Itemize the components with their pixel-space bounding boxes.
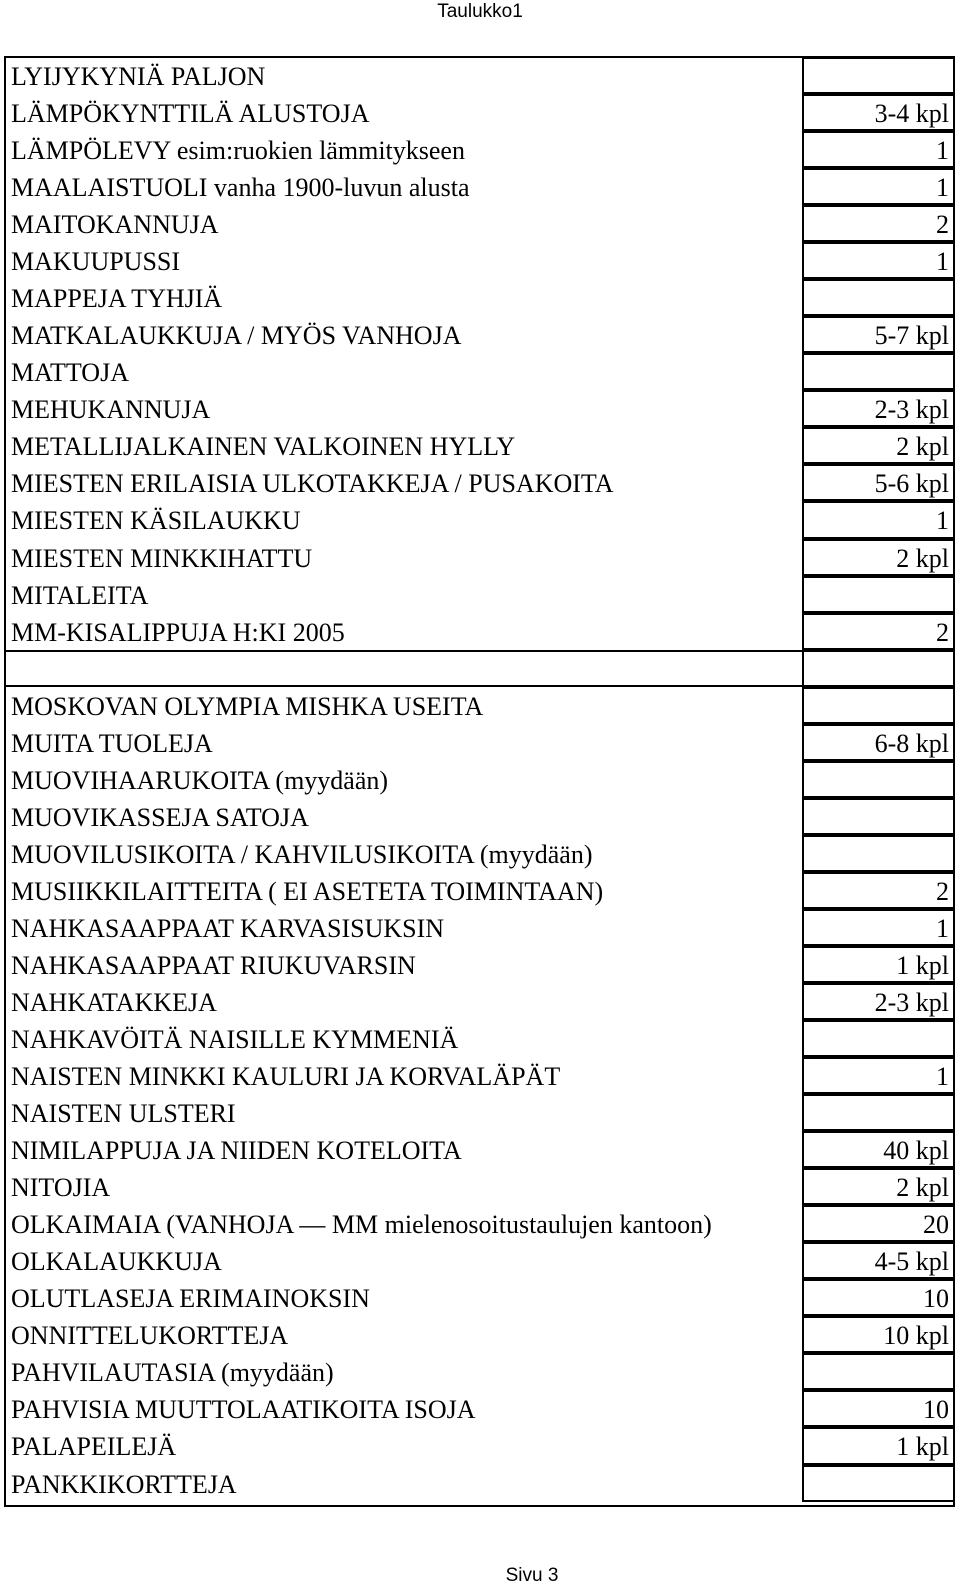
table-row bbox=[6, 1132, 953, 1169]
item-quantity: 1 bbox=[936, 173, 949, 203]
item-quantity: 1 bbox=[936, 506, 949, 536]
table-row bbox=[6, 1021, 953, 1058]
item-name: MUOVILUSIKOITA / KAHVILUSIKOITA (myydään) bbox=[11, 839, 593, 869]
table-row bbox=[6, 577, 953, 614]
item-name: MEHUKANNUJA bbox=[11, 395, 211, 425]
item-quantity: 20 bbox=[923, 1210, 949, 1240]
item-name: MIESTEN KÄSILAUKKU bbox=[11, 506, 301, 536]
item-quantity: 1 bbox=[936, 247, 949, 277]
item-quantity: 1 bbox=[936, 136, 949, 166]
table-row bbox=[6, 58, 953, 95]
item-name: NITOJIA bbox=[11, 1173, 111, 1203]
item-quantity: 2 kpl bbox=[896, 543, 949, 573]
item-quantity: 10 kpl bbox=[883, 1321, 949, 1351]
item-name: MM-KISALIPPUJA H:KI 2005 bbox=[11, 617, 345, 647]
table-row bbox=[6, 725, 953, 762]
table-row bbox=[6, 799, 953, 836]
item-quantity: 4-5 kpl bbox=[874, 1247, 949, 1277]
item-quantity: 5-6 kpl bbox=[874, 469, 949, 499]
item-quantity: 10 bbox=[923, 1284, 949, 1314]
item-name: MAITOKANNUJA bbox=[11, 210, 219, 240]
item-name: MATTOJA bbox=[11, 358, 129, 388]
table-row bbox=[6, 1095, 953, 1132]
item-name: NAHKATAKKEJA bbox=[11, 988, 217, 1017]
item-name: NAHKAVÖITÄ NAISILLE KYMMENIÄ bbox=[11, 1025, 459, 1055]
item-quantity: 40 kpl bbox=[883, 1136, 949, 1166]
item-name: NAHKASAAPPAAT KARVASISUKSIN bbox=[11, 913, 445, 943]
table-row bbox=[6, 280, 953, 317]
table-row bbox=[6, 169, 953, 206]
item-quantity: 10 bbox=[923, 1395, 949, 1425]
item-quantity: 1 kpl bbox=[896, 1432, 949, 1462]
table-row bbox=[6, 354, 953, 391]
item-name: NIMILAPPUJA JA NIIDEN KOTELOITA bbox=[11, 1136, 462, 1166]
item-quantity: 1 kpl bbox=[896, 950, 949, 980]
item-name: MATKALAUKKUJA / MYÖS VANHOJA bbox=[11, 321, 462, 351]
item-name: MAALAISTUOLI vanha 1900-luvun alusta bbox=[11, 173, 470, 203]
item-name: MOSKOVAN OLYMPIA MISHKA USEITA bbox=[11, 691, 484, 721]
item-name: NAISTEN MINKKI KAULURI JA KORVALÄPÄT bbox=[11, 1062, 561, 1092]
item-name: NAHKASAAPPAAT RIUKUVARSIN bbox=[11, 950, 416, 980]
table-row bbox=[6, 984, 953, 1021]
table-row bbox=[6, 132, 953, 169]
table-row bbox=[6, 1058, 953, 1095]
item-quantity: 2 bbox=[936, 876, 949, 906]
item-quantity: 1 bbox=[936, 1062, 949, 1092]
table-row bbox=[6, 1317, 953, 1354]
table-row bbox=[6, 1391, 953, 1428]
table-row bbox=[6, 1428, 953, 1465]
item-name: PALAPEILEJÄ bbox=[11, 1432, 177, 1462]
item-quantity: 6-8 kpl bbox=[874, 728, 949, 758]
table-row bbox=[6, 836, 953, 873]
item-quantity: 3-4 kpl bbox=[874, 99, 949, 129]
table-row bbox=[6, 688, 953, 725]
item-quantity: 2-3 kpl bbox=[874, 395, 949, 425]
item-quantity: 1 bbox=[936, 913, 949, 943]
table-row bbox=[6, 1169, 953, 1206]
item-name: MIESTEN ERILAISIA ULKOTAKKEJA / PUSAKOITA bbox=[11, 469, 614, 499]
table-row bbox=[6, 873, 953, 910]
table-row bbox=[6, 206, 953, 243]
item-name: PAHVILAUTASIA (myydään) bbox=[11, 1358, 334, 1388]
item-name: LYIJYKYNIÄ PALJON bbox=[11, 62, 266, 91]
item-name: MAPPEJA TYHJIÄ bbox=[11, 284, 223, 314]
item-name: PANKKIKORTTEJA bbox=[11, 1469, 237, 1499]
item-quantity: 5-7 kpl bbox=[874, 321, 949, 351]
item-quantity: 2 bbox=[936, 210, 949, 240]
item-name: NAISTEN ULSTERI bbox=[11, 1099, 236, 1129]
item-quantity: 2-3 kpl bbox=[874, 988, 949, 1017]
item-name: MUOVIKASSEJA SATOJA bbox=[11, 802, 309, 832]
item-name: ONNITTELUKORTTEJA bbox=[11, 1321, 289, 1351]
table-row bbox=[6, 762, 953, 799]
item-name: LÄMPÖLEVY esim:ruokien lämmitykseen bbox=[11, 136, 465, 166]
table-row bbox=[6, 1354, 953, 1391]
item-name: OLKALAUKKUJA bbox=[11, 1247, 222, 1277]
item-quantity: 2 kpl bbox=[896, 1173, 949, 1203]
item-quantity: 2 bbox=[936, 617, 949, 647]
table-row bbox=[6, 1206, 953, 1243]
table-row bbox=[6, 317, 953, 354]
table-row bbox=[6, 1466, 953, 1503]
table-row bbox=[6, 1243, 953, 1280]
table-row bbox=[6, 614, 953, 651]
item-name: LÄMPÖKYNTTILÄ ALUSTOJA bbox=[11, 99, 370, 129]
item-name: MAKUUPUSSI bbox=[11, 247, 181, 277]
item-name: MUITA TUOLEJA bbox=[11, 728, 213, 758]
item-name: MIESTEN MINKKIHATTU bbox=[11, 543, 313, 573]
table-row bbox=[6, 428, 953, 465]
item-name: MITALEITA bbox=[11, 580, 149, 610]
page-header: Taulukko1 bbox=[437, 1, 523, 22]
table-row bbox=[6, 502, 953, 539]
table-row bbox=[6, 947, 953, 984]
page-footer: Sivu 3 bbox=[505, 1565, 559, 1586]
table-row bbox=[6, 465, 953, 502]
item-name: MUOVIHAARUKOITA (myydään) bbox=[11, 765, 389, 795]
table-row bbox=[6, 1280, 953, 1317]
item-name: MUSIIKKILAITTEITA ( EI ASETETA TOIMINTAAN) bbox=[11, 876, 604, 906]
table-row bbox=[6, 651, 953, 688]
item-name: PAHVISIA MUUTTOLAATIKOITA ISOJA bbox=[11, 1395, 476, 1425]
table-row bbox=[6, 243, 953, 280]
item-quantity: 2 kpl bbox=[896, 432, 949, 462]
inventory-table bbox=[4, 56, 955, 1507]
item-name: METALLIJALKAINEN VALKOINEN HYLLY bbox=[11, 432, 516, 462]
table-row bbox=[6, 540, 953, 577]
item-name: OLKAIMAIA (VANHOJA — MM mielenosoitustaulujen kantoon) bbox=[11, 1210, 712, 1240]
table-row bbox=[6, 391, 953, 428]
item-name: OLUTLASEJA ERIMAINOKSIN bbox=[11, 1284, 370, 1314]
table-row bbox=[6, 95, 953, 132]
table-row bbox=[6, 910, 953, 947]
